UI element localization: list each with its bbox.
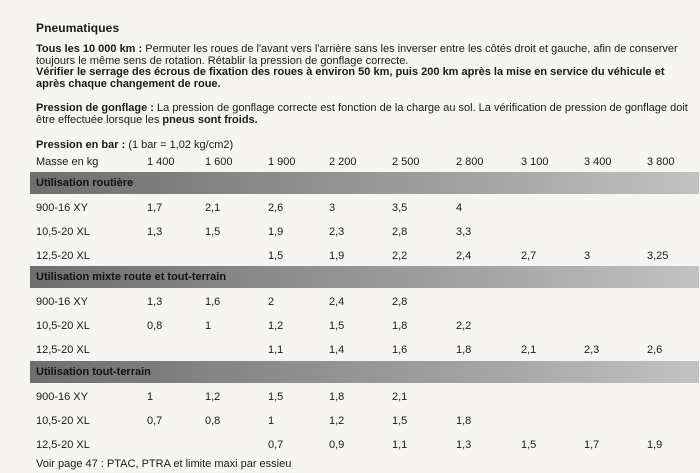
row-label: Masse en kg [36,156,99,168]
table-row [0,391,700,405]
pressure-cell: 2,4 [329,296,345,308]
section-title: Pneumatiques [36,21,120,35]
row-label: 900-16 XY [36,296,88,308]
pressure-cell: 1,6 [392,344,408,356]
pressure-cell: 2 800 [456,156,484,168]
table-row [0,250,700,264]
pressure-cell: 1,7 [147,202,163,214]
rotation-lead: Tous les 10 000 km : [36,43,143,55]
inflation-lead: Pression de gonflage : [36,102,154,114]
pressure-cell: 1,9 [268,226,284,238]
usage-section-title: Utilisation mixte route et tout-terrain [36,271,227,283]
pressure-cell: 1,8 [329,391,345,403]
usage-section-header [30,266,699,288]
pressure-unit-note [36,139,233,151]
pressure-cell: 1,2 [205,391,221,403]
inflation-text: La pression de gonflage correcte est fonction de la charge au sol. La vérification de pression de gonflage doit être effectuée lorsque les [36,102,688,126]
row-label: 900-16 XY [36,391,88,403]
pressure-cell: 1 [147,391,154,403]
rotation-text: Permuter les roues de l'avant vers l'arrière sans les inverser entre les côtés droit et gauche, afin de conserver toujours le même sens de rotation. Rétablir la pression de gonflage correcte. [36,43,678,67]
pressure-cell: 1,1 [268,344,284,356]
pressure-cell: 1,3 [456,439,472,451]
pressure-cell: 3 400 [584,156,612,168]
pressure-cell: 1,7 [584,439,600,451]
pressure-cell: 2,6 [647,344,663,356]
pressure-cell: 2,2 [456,320,472,332]
row-label: 12,5-20 XL [36,344,90,356]
tightening-note: Vérifier le serrage des écrous de fixation des roues à environ 50 km, puis 200 km après la mise en service du véhicule et après chaque changement de roue. [36,66,665,90]
pressure-cell: 2,1 [205,202,221,214]
footer-reference: Voir page 47 : PTAC, PTRA et limite maxi par essieu [36,458,292,470]
pressure-cell: 1 900 [268,156,296,168]
table-row [0,320,700,334]
pressure-cell: 2,1 [392,391,408,403]
pressure-cell: 1,6 [205,296,221,308]
pressure-cell: 1 [268,415,275,427]
pressure-cell: 2,8 [392,226,408,238]
pressure-cell: 1 400 [147,156,175,168]
pressure-cell: 1,9 [329,250,345,262]
row-label: 10,5-20 XL [36,320,90,332]
pressure-cell: 2,3 [584,344,600,356]
usage-section-header [30,172,699,194]
pressure-cell: 2,3 [329,226,345,238]
pressure-cell: 2 500 [392,156,420,168]
pressure-cell: 1,5 [521,439,537,451]
pressure-cell: 1,5 [205,226,221,238]
pressure-cell: 1,2 [268,320,284,332]
pressure-cell: 1,8 [456,415,472,427]
pressure-cell: 3 800 [647,156,675,168]
pressure-cell: 2,2 [392,250,408,262]
row-label: 12,5-20 XL [36,250,90,262]
pressure-cell: 3 100 [521,156,549,168]
pressure-cell: 1,5 [392,415,408,427]
pressure-cell: 1 600 [205,156,233,168]
pressure-cell: 1,3 [147,296,163,308]
pressure-cell: 1,8 [392,320,408,332]
row-label: 10,5-20 XL [36,415,90,427]
pressure-cell: 2,1 [521,344,537,356]
pressure-cell: 1 [205,320,212,332]
pressure-cell: 1,2 [329,415,345,427]
pressure-cell: 1,1 [392,439,408,451]
pressure-cell: 3 [584,250,591,262]
pressure-cell: 3,25 [647,250,669,262]
mass-header-row [0,156,700,170]
usage-section-title: Utilisation tout-terrain [36,366,151,378]
pressure-cell: 0,8 [205,415,221,427]
pressure-cell: 1,3 [147,226,163,238]
table-row [0,226,700,240]
table-row [0,439,700,453]
row-label: 12,5-20 XL [36,439,90,451]
pressure-cell: 3 [329,202,336,214]
pressure-cell: 1,5 [329,320,345,332]
pressure-cell: 0,9 [329,439,345,451]
pressure-cell: 2 [268,296,275,308]
pressure-cell: 3,5 [392,202,408,214]
pressure-cell: 1,5 [268,391,284,403]
usage-section-title: Utilisation routière [36,177,134,189]
table-row [0,344,700,358]
pressure-cell: 1,4 [329,344,345,356]
pressure-cell: 1,8 [456,344,472,356]
pressure-cell: 0,7 [268,439,284,451]
pressure-cell: 4 [456,202,463,214]
pressure-cell: 1,9 [647,439,663,451]
table-row [0,296,700,310]
pressure-cell: 2 200 [329,156,357,168]
table-row [0,202,700,216]
table-row [0,415,700,429]
pressure-lead: Pression en bar : [36,139,126,151]
pressure-cell: 0,8 [147,320,163,332]
pressure-cell: 2,6 [268,202,284,214]
rotation-paragraph [36,44,696,90]
pressure-cell: 2,4 [456,250,472,262]
row-label: 10,5-20 XL [36,226,90,238]
inflation-paragraph [36,103,696,126]
pressure-cell: 0,7 [147,415,163,427]
cold-tyres-note: pneus sont froids. [162,113,258,126]
row-label: 900-16 XY [36,202,88,214]
pressure-cell: 1,5 [268,250,284,262]
pressure-conversion: (1 bar = 1,02 kg/cm2) [125,139,234,151]
pressure-cell: 3,3 [456,226,472,238]
pressure-cell: 2,7 [521,250,537,262]
pressure-cell: 2,8 [392,296,408,308]
usage-section-header [30,361,699,383]
